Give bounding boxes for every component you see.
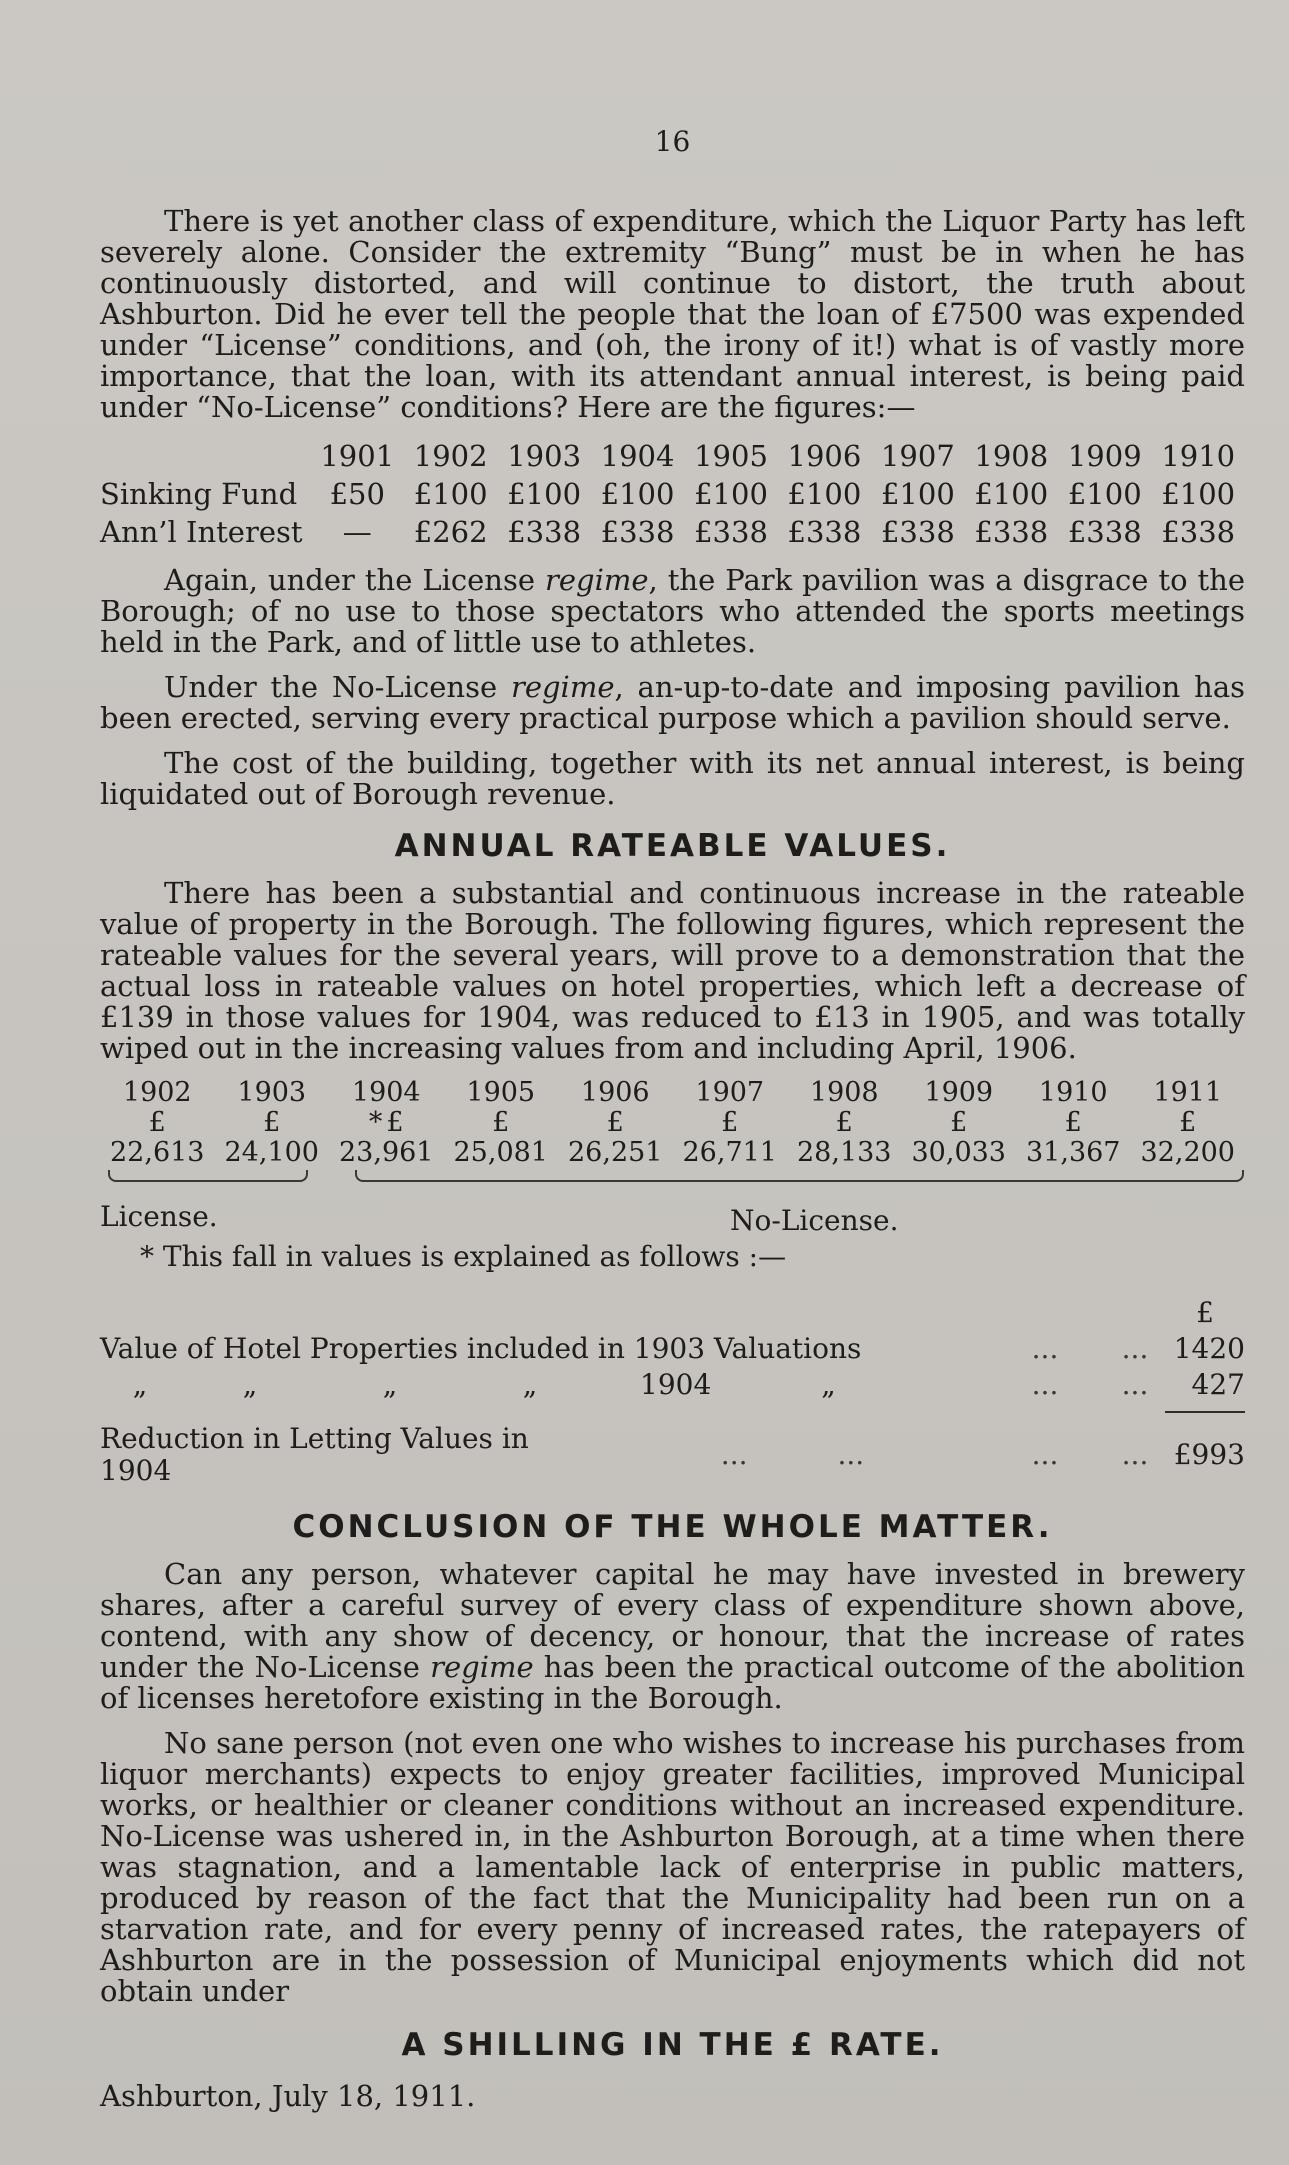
value-cell: 30,033 (911, 1137, 1006, 1168)
year-cell: 1904 (351, 1077, 421, 1108)
hotel-values-table (100, 1295, 1245, 1489)
value-cell: £50 (329, 477, 385, 511)
ditto-mark: „ (242, 1368, 258, 1401)
currency-symbol: £ (148, 1107, 166, 1138)
row-label: Ann’l Interest (100, 515, 303, 549)
footnote-fall-in-values: * This fall in values is explained as follows :— (140, 1240, 787, 1273)
value-cell: 22,613 (110, 1137, 205, 1168)
value-cell: — (342, 515, 372, 549)
ditto-mark: „ (821, 1368, 836, 1401)
year-cell: 1909 (924, 1077, 994, 1108)
row-label: Reduction in Letting Values in 1904 (100, 1422, 529, 1487)
amount-cell: 1420 (1173, 1332, 1245, 1365)
paragraph-no-sane-person: No sane person (not even one who wishes to increase his purchases from liquor merchants) expects to enjoy greater facilities, improved Municipal works, or healthier or cleaner conditions without an increased expenditure. No-License was ushered in, in the Ashburton Borough, at a time when there was stagnation, and a lamentable lack of enterprise in public matters, produced by reason of the fact that the Municipality had been run on a starvation rate, and for every penny of increased rates, the ratepayers of Ashburton are in the possession of Municipal enjoyments which did not obtain under (100, 1726, 1245, 2008)
year-cell: 1904 (600, 439, 675, 473)
currency-symbol: £ (1196, 1296, 1214, 1329)
rateable-values-row (100, 1138, 1245, 1168)
value-cell: £338 (1161, 515, 1236, 549)
heading-shilling-rate: A SHILLING IN THE £ RATE. (401, 2027, 944, 2063)
row-label: Sinking Fund (100, 477, 298, 511)
page-number: 16 (654, 125, 691, 158)
leader-dots: ... (1031, 1332, 1059, 1365)
value-cell: £100 (507, 477, 582, 511)
paragraph-new-pavilion: Under the No-License regime, an-up-to-date and imposing pavilion has been erected, serving every practical purpose which a pavilion should serve. (100, 670, 1245, 735)
currency-symbol: £ (721, 1107, 739, 1138)
year-cell: 1910 (1038, 1077, 1108, 1108)
reduction-row (100, 1421, 1245, 1489)
value-cell: £100 (600, 477, 675, 511)
amount-cell: £993 (1173, 1438, 1245, 1471)
year-cell: 1910 (1161, 439, 1236, 473)
period-brackets (100, 1170, 1245, 1200)
rateable-currency-row (100, 1108, 1245, 1138)
currency-symbol: £ (492, 1107, 510, 1138)
hotel-row-1904 (100, 1367, 1245, 1403)
year-cell: 1907 (880, 439, 955, 473)
year-cell: 1903 (237, 1077, 307, 1108)
year-cell: 1908 (809, 1077, 879, 1108)
value-cell: £100 (880, 477, 955, 511)
paragraph-rateable-increase: There has been a substantial and continuous increase in the rateable value of property in the Borough. The following figures, which represent the rateable values for the several years, will prove to a demonstration that the actual loss in rateable values on hotel properties, which left a decrease of £139 in those values for 1904, was reduced to £13 in 1905, and was totally wiped out in the increasing values from and including April, 1906. (100, 876, 1245, 1065)
currency-symbol: £ (1179, 1107, 1197, 1138)
license-label: License. (100, 1200, 218, 1233)
currency-symbol: £ (263, 1107, 281, 1138)
ditto-mark: „ (382, 1368, 398, 1401)
value-cell: £338 (694, 515, 768, 549)
sinking-fund-row (100, 475, 1245, 513)
ditto-mark: „ (522, 1368, 538, 1401)
paragraph-expenditure: There is yet another class of expenditure, which the Liquor Party has left severely alone. Consider the extremity “Bung” must be in when he has continuously distorted, and will continue to distort, the truth about Ashburton. Did he ever tell the people that the loan of £7500 was expended under “License” conditions, and (oh, the irony of it!) what is of vastly more importance, that the loan, with its attendant annual interest, is being paid under “No-License” conditions? Here are the figures:— (100, 204, 1245, 424)
no-license-bracket (355, 1170, 1244, 1182)
annual-interest-row (100, 513, 1245, 551)
leader-dots: ... (1031, 1368, 1059, 1401)
year-cell: 1911 (1153, 1077, 1223, 1108)
value-cell: 26,711 (682, 1137, 777, 1168)
year-cell: 1903 (507, 439, 582, 473)
currency-symbol: £ (835, 1107, 853, 1138)
value-cell: 24,100 (224, 1137, 319, 1168)
value-cell: £100 (974, 477, 1049, 511)
license-bracket (108, 1170, 308, 1182)
hotel-currency-row (100, 1295, 1245, 1331)
year-cell: 1908 (974, 439, 1049, 473)
year-cell: 1905 (466, 1077, 536, 1108)
year-cell: 1901 (320, 439, 395, 473)
leader-dots: ... ... (720, 1438, 865, 1471)
year-cell: 1907 (695, 1077, 765, 1108)
sum-rule-row (100, 1403, 1245, 1421)
leader-dots: ... (1121, 1332, 1149, 1365)
ditto-mark: „ (132, 1368, 148, 1401)
asterisk-mark: * (368, 1107, 383, 1138)
hotel-row-1903 (100, 1331, 1245, 1367)
paragraph-park-pavilion: Again, under the License regime, the Park pavilion was a disgrace to the Borough; of no use to those spectators who attended the sports meetings held in the Park, and of little use to athletes. (100, 563, 1246, 659)
value-cell: 28,133 (797, 1137, 892, 1168)
year-cell: 1906 (580, 1077, 650, 1108)
value-cell: 26,251 (568, 1137, 663, 1168)
value-cell: 25,081 (453, 1137, 548, 1168)
value-cell: £100 (1067, 477, 1142, 511)
period-labels (100, 1200, 1245, 1236)
value-cell: 23,961 (339, 1137, 434, 1168)
value-cell: £338 (974, 515, 1049, 549)
value-cell: £100 (787, 477, 862, 511)
heading-annual-rateable-values: ANNUAL RATEABLE VALUES. (394, 828, 951, 864)
loan-figures-table (100, 437, 1245, 551)
value-cell: £100 (694, 477, 768, 511)
currency-symbol: £ (1064, 1107, 1082, 1138)
no-license-label: No-License. (730, 1204, 899, 1237)
value-cell: £338 (600, 515, 675, 549)
loan-years-row (100, 437, 1245, 475)
heading-conclusion: CONCLUSION OF THE WHOLE MATTER. (292, 1509, 1053, 1545)
value-cell: £338 (1067, 515, 1142, 549)
value-cell: £262 (413, 515, 488, 549)
leader-dots: ... (1121, 1368, 1149, 1401)
dateline: Ashburton, July 18, 1911. (100, 2079, 476, 2113)
value-cell: 32,200 (1140, 1137, 1235, 1168)
sum-rule (1165, 1411, 1245, 1413)
currency-symbol-with-asterisk: * £ (368, 1107, 404, 1138)
leader-dots: ... (1121, 1438, 1149, 1471)
page-content (100, 125, 1245, 2113)
value-cell: £100 (413, 477, 488, 511)
value-cell: £338 (880, 515, 955, 549)
row-label: Value of Hotel Properties included in 1903 Valuations (100, 1332, 862, 1365)
currency-symbol: £ (950, 1107, 968, 1138)
amount-cell: 427 (1191, 1368, 1245, 1401)
paragraph-building-cost: The cost of the building, together with its net annual interest, is being liquidated out of Borough revenue. (100, 746, 1245, 811)
value-cell: £100 (1161, 477, 1236, 511)
year-cell: 1902 (413, 439, 488, 473)
year-cell: 1909 (1067, 439, 1142, 473)
leader-dots: ... (1031, 1438, 1059, 1471)
year-cell: 1905 (694, 439, 768, 473)
paragraph-brewery-shares: Can any person, whatever capital he may have invested in brewery shares, after a careful survey of every class of expenditure shown above, contend, with any show of decency, or honour, that the increase of rates under the No-License regime has been the practical outcome of the abolition of licenses heretofore existing in the Borough. (100, 1557, 1245, 1715)
rateable-values-table (100, 1078, 1245, 1168)
value-cell: £338 (507, 515, 582, 549)
rateable-years-row (100, 1078, 1245, 1108)
value-cell: £338 (787, 515, 862, 549)
row-year: 1904 „ (640, 1368, 836, 1401)
currency-symbol: £ (606, 1107, 624, 1138)
year-cell: 1906 (787, 439, 862, 473)
year-cell: 1902 (122, 1077, 192, 1108)
value-cell: 31,367 (1026, 1137, 1121, 1168)
